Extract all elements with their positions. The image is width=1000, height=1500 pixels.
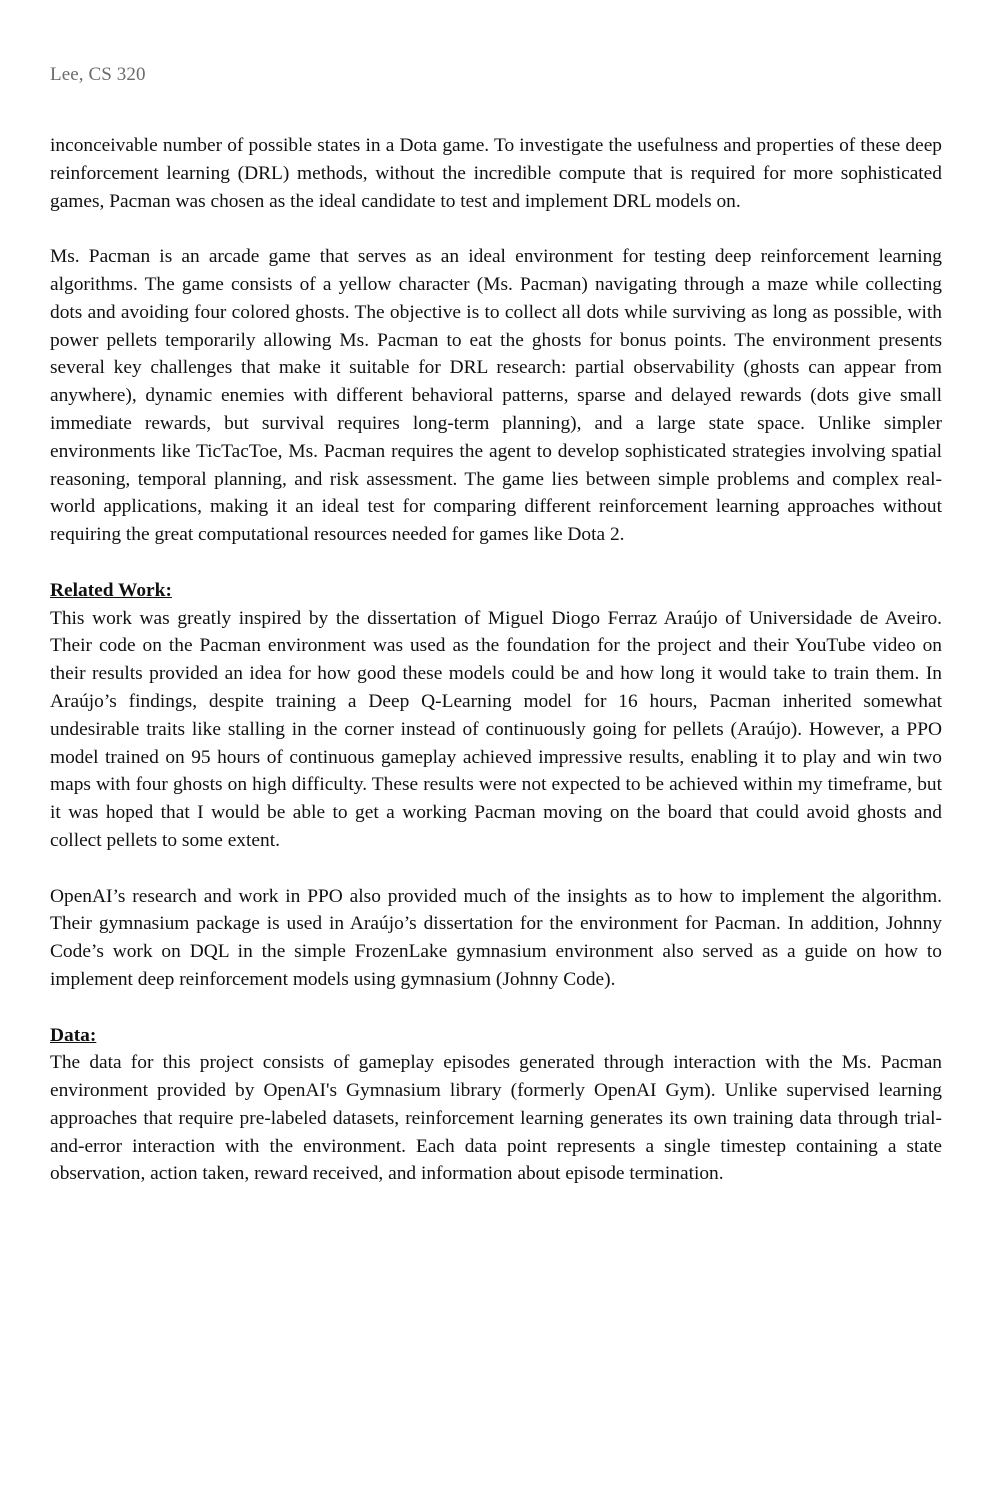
running-head: Lee, CS 320 [50,64,146,85]
paragraph-spacer [50,994,942,1022]
section-heading-related-work: Related Work: [50,579,172,601]
paragraph-spacer [50,855,942,883]
paragraph-spacer [50,215,942,243]
document-body [50,132,942,1188]
paragraph-related-work-1: This work was greatly inspired by the dissertation of Miguel Diogo Ferraz Araújo of Universidade de Aveiro. Their code on the Pacman environment was used as the foundation for the project and their YouTube video on their results provided an idea for how good these models could be and how long it would take to train them. In Araújo’s findings, despite training a Deep Q-Learning model for 16 hours, Pacman inherited somewhat undesirable traits like stalling in the corner instead of continuously going for pellets (Araújo). However, a PPO model trained on 95 hours of continuous gameplay achieved impressive results, enabling it to play and win two maps with four ghosts on high difficulty. These results were not expected to be achieved within my timeframe, but it was hoped that I would be able to get a working Pacman moving on the board that could avoid ghosts and collect pellets to some extent. [50,607,942,851]
paragraph-related-work-2: OpenAI’s research and work in PPO also provided much of the insights as to how to implement the algorithm. Their gymnasium package is used in Araújo’s dissertation for the environment for Pacman. In addition, Johnny Code’s work on DQL in the simple FrozenLake gymnasium environment also served as a guide on how to implement deep reinforcement models using gymnasium (Johnny Code). [50,885,942,990]
paragraph-intro-continued: inconceivable number of possible states in a Dota game. To investigate the usefulness and properties of these deep reinforcement learning (DRL) methods, without the incredible compute that is required for more sophisticated games, Pacman was chosen as the ideal candidate to test and implement DRL models on. [50,135,942,212]
paragraph-spacer [50,549,942,577]
paragraph-data: The data for this project consists of gameplay episodes generated through interaction with the Ms. Pacman environment provided by OpenAI's Gymnasium library (formerly OpenAI Gym). Unlike supervised learning approaches that require pre-labeled datasets, reinforcement learning generates its own training data through trial-and-error interaction with the environment. Each data point represents a single timestep containing a state observation, action taken, reward received, and information about episode termination. [50,1052,942,1185]
section-heading-data: Data: [50,1024,97,1046]
paragraph-ms-pacman: Ms. Pacman is an arcade game that serves as an ideal environment for testing deep reinforcement learning algorithms. The game consists of a yellow character (Ms. Pacman) navigating through a maze while collecting dots and avoiding four colored ghosts. The objective is to collect all dots while surviving as long as possible, with power pellets temporarily allowing Ms. Pacman to eat the ghosts for bonus points. The environment presents several key challenges that make it suitable for DRL research: partial observability (ghosts can appear from anywhere), dynamic enemies with different behavioral patterns, sparse and delayed rewards (dots give small immediate rewards, but survival requires long-term planning), and a large state space. Unlike simpler environments like TicTacToe, Ms. Pacman requires the agent to develop sophisticated strategies involving spatial reasoning, temporal planning, and risk assessment. The game lies between simple problems and complex real-world applications, making it an ideal test for comparing different reinforcement learning approaches without requiring the great computational resources needed for games like Dota 2. [50,246,942,546]
